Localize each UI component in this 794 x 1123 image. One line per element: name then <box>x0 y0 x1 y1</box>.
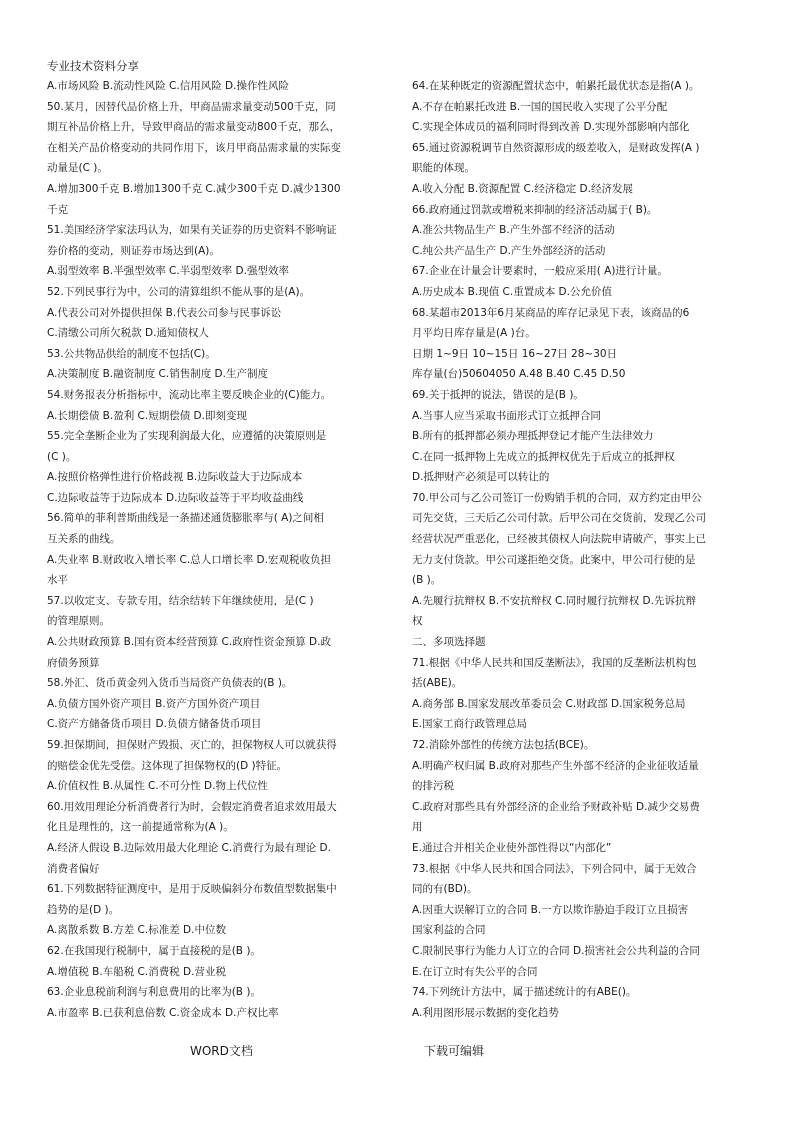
text-line: A.增值税 B.车船税 C.消费税 D.营业税 <box>47 965 226 978</box>
text-line: 府债务预算 <box>47 656 100 669</box>
text-line: A.弱型效率 B.半强型效率 C.半弱型效率 D.强型效率 <box>47 265 289 278</box>
text-line: A.失业率 B.财政收入增长率 C.总人口增长率 D.宏观税收负担 <box>47 553 331 566</box>
text-line: A.不存在帕累托改进 B.一国的国民收入实现了公平分配 <box>412 100 668 113</box>
left-text-column <box>47 76 392 1023</box>
text-line: A.历史成本 B.现值 C.重置成本 D.公允价值 <box>412 285 612 298</box>
text-line: A.负债方国外资产项目 B.资产方国外资产项目 <box>47 697 261 710</box>
text-line: 72.消除外部性的传统方法包括(BCE)。 <box>412 739 595 751</box>
text-line: A.公共财政预算 B.国有资本经营预算 C.政府性资金预算 D.政 <box>47 636 331 649</box>
text-line: C.政府对那些具有外部经济的企业给予财政补贴 D.减少交易费 <box>412 800 700 813</box>
text-line: C.资产方储备货币项目 D.负债方储备货币项目 <box>47 718 262 731</box>
text-line: 日期 1~9日 10~15日 16~27日 28~30日 <box>412 347 618 360</box>
text-line: A.代表公司对外提供担保 B.代表公司参与民事诉讼 <box>47 306 282 319</box>
text-line: A.决策制度 B.融资制度 C.销售制度 D.生产制度 <box>47 368 268 381</box>
text-line: 54.财务报表分析指标中，流动比率主要反映企业的(C)能力。 <box>47 388 332 401</box>
text-line: 71.根据《中华人民共和国反垄断法》，我国的反垄断法机构包 <box>412 656 697 669</box>
text-line: 50.某月，因替代品价格上升，甲商品需求量变动500千克，同 <box>47 100 336 113</box>
text-line: 互关系的曲线。 <box>47 533 121 546</box>
text-line: 二、多项选择题 <box>412 636 486 649</box>
text-line: 千克 <box>47 203 68 216</box>
text-line: 无力支付货款。甲公司遂拒绝交货。此案中，甲公司行使的是 <box>412 553 696 566</box>
text-line: 53.公共物品供给的制度不包括(C)。 <box>47 347 216 360</box>
text-line: 国家利益的合同 <box>412 924 486 937</box>
footer-left-label: WORD文档 <box>190 1044 253 1058</box>
text-line: 59.担保期间，担保财产毁损、灭亡的，担保物权人可以就获得 <box>47 739 337 751</box>
text-line: A.离散系数 B.方差 C.标准差 D.中位数 <box>47 924 226 937</box>
text-line: A.增加300千克 B.增加1300千克 C.减少300千克 D.减少1300 <box>47 182 341 195</box>
footer-right-label: 下载可编辑 <box>424 1044 485 1058</box>
text-line: A.准公共物品生产 B.产生外部不经济的活动 <box>412 224 615 237</box>
text-line: 司先交货，三天后乙公司付款。后甲公司在交货前，发现乙公司 <box>412 512 706 525</box>
text-line: 74.下列统计方法中，属于描述统计的有ABE()。 <box>412 986 637 999</box>
text-line: A.商务部 B.国家发展改革委员会 C.财政部 D.国家税务总局 <box>412 697 686 710</box>
text-line: (B )。 <box>412 574 442 587</box>
text-line: A.按照价格弹性进行价格歧视 B.边际收益大于边际成本 <box>47 471 303 484</box>
text-line: A.市盈率 B.已获利息倍数 C.资金成本 D.产权比率 <box>47 1006 279 1019</box>
text-line: A.收入分配 B.资源配置 C.经济稳定 D.经济发展 <box>412 182 633 195</box>
text-line: 68.某超市2013年6月某商品的库存记录见下表，该商品的6 <box>412 306 690 319</box>
text-line: 的赔偿金优先受偿。这体现了担保物权的(D )特征。 <box>47 759 288 772</box>
text-line: 用 <box>412 821 423 834</box>
text-line: C.纯公共产品生产 D.产生外部经济的活动 <box>412 244 606 257</box>
text-line: E.通过合并相关企业使外部性得以“内部化” <box>412 841 612 854</box>
text-line: 在相关产品价格变动的共同作用下，该月甲商品需求量的实际变 <box>47 141 341 154</box>
text-line: A.长期偿债 B.盈利 C.短期偿债 D.即刻变现 <box>47 409 247 422</box>
text-line: 51.美国经济学家法玛认为，如果有关证券的历史资料不影响证 <box>47 224 337 237</box>
text-line: 52.下列民事行为中，公司的清算组织不能从事的是(A)。 <box>47 285 311 298</box>
text-line: 61.下列数据特征测度中，是用于反映偏斜分布数值型数据集中 <box>47 883 337 896</box>
text-line: 70.甲公司与乙公司签订一份购销手机的合同，双方约定由甲公 <box>412 491 702 504</box>
text-line: 动量是(C )。 <box>47 162 108 175</box>
text-line: 60.用效用理论分析消费者行为时，会假定消费者追求效用最大 <box>47 800 337 813</box>
text-line: 64.在某种既定的资源配置状态中，帕累托最优状态是指(A )。 <box>412 80 700 92</box>
text-line: 62.在我国现行税制中，属于直接税的是(B )。 <box>47 944 261 957</box>
text-line: 65.通过资源税调节自然资源形成的级差收入，是财政发挥(A ) <box>412 141 700 154</box>
text-line: 趋势的是(D )。 <box>47 903 120 916</box>
text-line: 69.关于抵押的说法，错误的是(B )。 <box>412 388 584 401</box>
text-line: 券价格的变动，则证券市场达到(A)。 <box>47 244 220 257</box>
text-line: 的排污税 <box>412 780 454 793</box>
text-line: 66.政府通过罚款或增税来抑制的经济活动属于( B)。 <box>412 203 658 216</box>
text-line: A.价值权性 B.从属性 C.不可分性 D.物上代位性 <box>47 780 268 793</box>
text-line: 58.外汇、货币黄金列入货币当局资产负债表的(B )。 <box>47 677 293 690</box>
text-line: 权 <box>412 615 423 628</box>
text-line: D.抵押财产必须是可以转让的 <box>412 471 550 484</box>
text-line: 括(ABE)。 <box>412 677 463 690</box>
right-text-column <box>412 76 750 1023</box>
text-line: 水平 <box>47 574 68 587</box>
text-line: 经营状况严重恶化，已经被其债权人向法院申请破产，事实上已 <box>412 533 706 546</box>
text-line: A.经济人假设 B.边际效用最大化理论 C.消费行为最有理论 D. <box>47 841 331 854</box>
text-line: A.当事人应当采取书面形式订立抵押合同 <box>412 409 601 422</box>
text-line: 月平均日库存量是(A )台。 <box>412 327 536 340</box>
text-line: 期互补品价格上升，导致甲商品的需求量变动800千克，那么， <box>47 121 341 134</box>
text-line: E.在订立时有失公平的合同 <box>412 965 538 978</box>
text-line: C.清缴公司所欠税款 D.通知债权人 <box>47 327 209 340</box>
text-line: 55.完全垄断企业为了实现利润最大化，应遵循的决策原则是 <box>47 430 327 443</box>
text-line: 56.简单的菲利普斯曲线是一条描述通货膨胀率与( A)之间相 <box>47 512 324 525</box>
text-line: A.明确产权归属 B.政府对那些产生外部不经济的企业征收适量 <box>412 759 699 772</box>
text-line: 57.以收定支、专款专用，结余结转下年继续使用，是(C ) <box>47 594 314 607</box>
text-line: 的管理原则。 <box>47 615 110 628</box>
text-line: C.实现全体成员的福利同时得到改善 D.实现外部影响内部化 <box>412 121 690 134</box>
text-line: (C )。 <box>47 450 77 463</box>
text-line: A.利用图形展示数据的变化趋势 <box>412 1006 559 1019</box>
text-line: C.在同一抵押物上先成立的抵押权优先于后成立的抵押权 <box>412 450 675 463</box>
text-line: A.先履行抗辩权 B.不安抗辩权 C.同时履行抗辩权 D.先诉抗辩 <box>412 594 696 607</box>
text-line: 67.企业在计量会计要素时，一般应采用( A)进行计量。 <box>412 265 668 278</box>
text-line: A.市场风险 B.流动性风险 C.信用风险 D.操作性风险 <box>47 80 289 92</box>
text-line: 同的有(BD)。 <box>412 883 478 896</box>
text-line: E.国家工商行政管理总局 <box>412 718 527 731</box>
text-line: 63.企业息税前利润与利息费用的比率为(B )。 <box>47 986 261 999</box>
text-line: C.边际收益等于边际成本 D.边际收益等于平均收益曲线 <box>47 491 304 504</box>
text-line: 73.根据《中华人民共和国合同法》，下列合同中，属于无效合 <box>412 862 697 875</box>
text-line: 化且是理性的，这一前提通常称为(A )。 <box>47 821 234 834</box>
page-header: 专业技术资料分享 <box>47 59 139 73</box>
text-line: 职能的体现。 <box>412 162 475 175</box>
text-line: B.所有的抵押都必须办理抵押登记才能产生法律效力 <box>412 430 654 443</box>
text-line: 库存量(台)50604050 A.48 B.40 C.45 D.50 <box>412 368 626 381</box>
text-line: A.因重大误解订立的合同 B.一方以欺诈胁迫手段订立且损害 <box>412 903 689 916</box>
text-line: C.限制民事行为能力人订立的合同 D.损害社会公共利益的合同 <box>412 944 700 957</box>
text-line: 消费者偏好 <box>47 862 100 875</box>
